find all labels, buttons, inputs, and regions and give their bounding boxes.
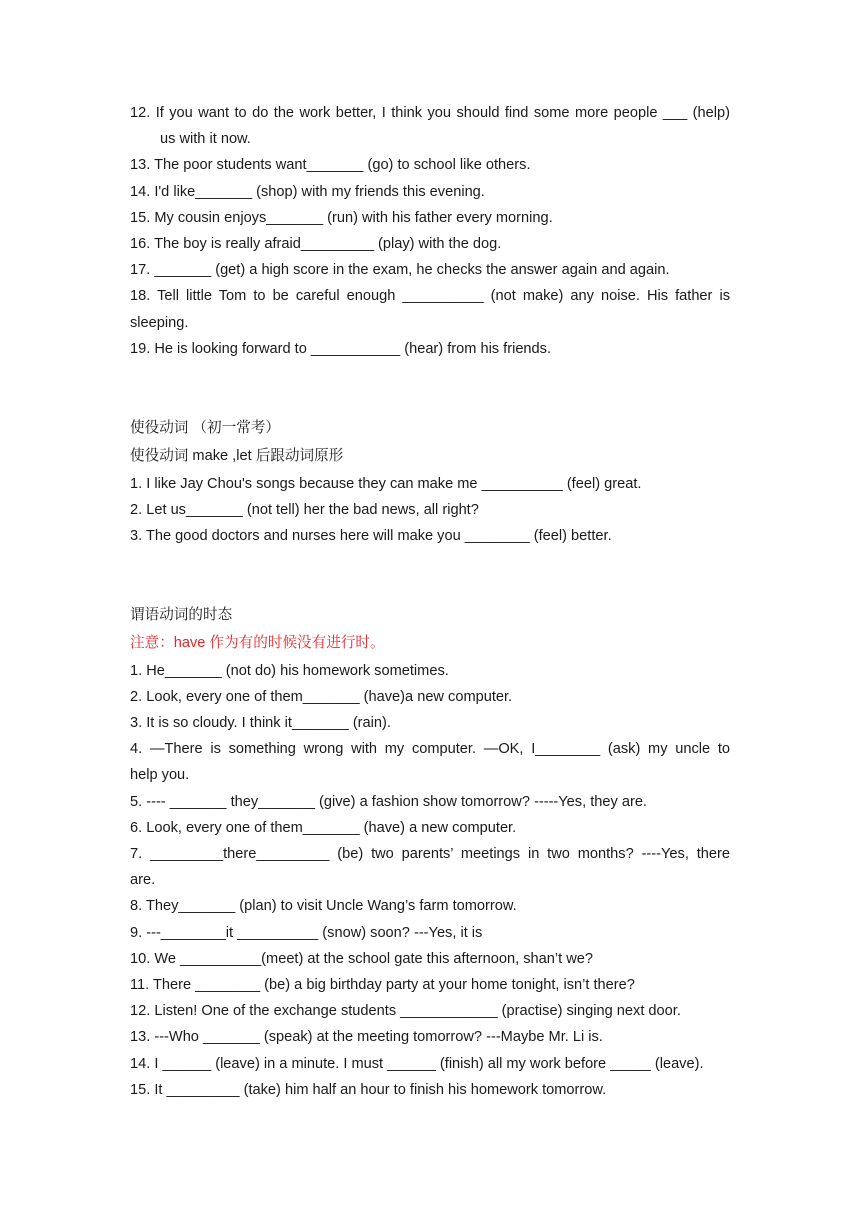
exercise-line: 7. _________there_________ (be) two parents’ meetings in two months? ----Yes, there (130, 846, 730, 863)
exercise-line: 1. I like Jay Chou's songs because they can make me __________ (feel) great. (130, 476, 642, 493)
exercise-line: 10. We __________(meet) at the school gate this afternoon, shan’t we? (130, 950, 593, 967)
section-subtitle-causative: 使役动词 make ,let 后跟动词原形 (130, 448, 344, 465)
exercise-line: 16. The boy is really afraid_________ (play) with the dog. (130, 236, 502, 253)
exercise-line: 4. —There is something wrong with my computer. —OK, I________ (ask) my uncle to (130, 741, 730, 758)
section-heading-causative: 使役动词 （初一常考） (130, 420, 280, 437)
section-spacer (130, 362, 730, 415)
exercise-line: 19. He is looking forward to ___________ (hear) from his friends. (130, 340, 552, 357)
exercise-line: 13. The poor students want_______ (go) to school like others. (130, 157, 531, 174)
exercise-line: 17. _______ (get) a high score in the exam, he checks the answer again and again. (130, 262, 670, 279)
exercise-line: 12. Listen! One of the exchange students ____________ (practise) singing next door. (130, 1003, 681, 1020)
document-body (130, 100, 730, 1103)
section-heading-tenses: 谓语动词的时态 (130, 606, 233, 623)
exercise-line: 14. I ______ (leave) in a minute. I must ______ (finish) all my work before _____ (leave). (130, 1055, 704, 1072)
exercise-line: help you. (130, 767, 190, 784)
exercise-line: are. (130, 872, 156, 889)
exercise-section-nonfinite-verbs (130, 100, 730, 362)
exercise-list-tenses (130, 658, 730, 1103)
exercise-line: 8. They_______ (plan) to visit Uncle Wang’s farm tomorrow. (130, 898, 517, 915)
exercise-line: 3. The good doctors and nurses here will make you ________ (feel) better. (130, 528, 612, 545)
exercise-line: 6. Look, every one of them_______ (have) a new computer. (130, 819, 517, 836)
exercise-line: 3. It is so cloudy. I think it_______ (rain). (130, 715, 391, 732)
exercise-line: 18. Tell little Tom to be careful enough __________ (not make) any noise. His father is (130, 288, 730, 305)
section-note-tenses: 注意：have 作为有的时候没有进行时。 (130, 634, 385, 651)
exercise-line: 13. ---Who _______ (speak) at the meeting tomorrow? ---Maybe Mr. Li is. (130, 1029, 603, 1046)
exercise-line: 14. I'd like_______ (shop) with my friends this evening. (130, 183, 485, 200)
exercise-line: 9. ---________it __________ (snow) soon? ---Yes, it is (130, 924, 483, 941)
exercise-list-causative (130, 471, 730, 550)
exercise-section-verb-tenses (130, 602, 730, 1103)
section-spacer (130, 550, 730, 602)
exercise-line: 5. ---- _______ they_______ (give) a fashion show tomorrow? -----Yes, they are. (130, 793, 647, 810)
exercise-line: us with it now. (160, 131, 251, 148)
exercise-line: 1. He_______ (not do) his homework sometimes. (130, 662, 449, 679)
exercise-line: 11. There ________ (be) a big birthday party at your home tonight, isn’t there? (130, 977, 635, 994)
exercise-line: 15. My cousin enjoys_______ (run) with his father every morning. (130, 209, 553, 226)
exercise-line: sleeping. (130, 314, 189, 331)
exercise-line: 15. It _________ (take) him half an hour to finish his homework tomorrow. (130, 1081, 607, 1098)
exercise-line: 2. Let us_______ (not tell) her the bad news, all right? (130, 502, 479, 519)
exercise-section-causative-verbs (130, 415, 730, 550)
exercise-line: 12. If you want to do the work better, I think you should find some more people ___ (help) (130, 105, 730, 121)
exercise-line: 2. Look, every one of them_______ (have)a new computer. (130, 688, 513, 705)
